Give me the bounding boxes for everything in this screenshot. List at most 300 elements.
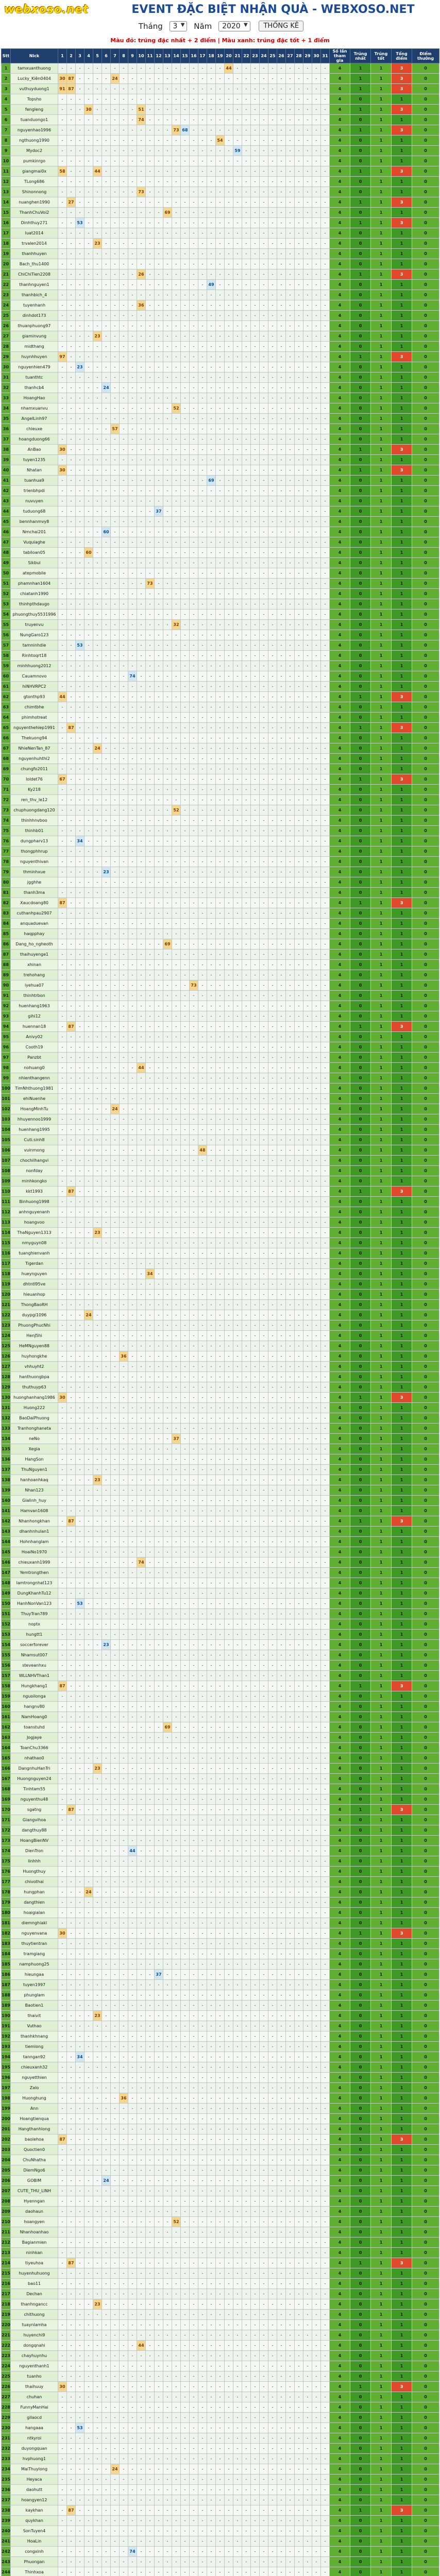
- nick-cell[interactable]: giaminvung: [11, 331, 58, 342]
- nick-cell[interactable]: Nhatan: [11, 465, 58, 476]
- nick-cell[interactable]: thminhxue: [11, 867, 58, 877]
- nick-cell[interactable]: trehohang: [11, 970, 58, 980]
- summary-cell: 0: [350, 651, 371, 661]
- nick-cell[interactable]: thanh3ma: [11, 888, 58, 898]
- nick-cell[interactable]: vhhuyht2: [11, 1362, 58, 1372]
- day-cell: -: [163, 1362, 172, 1372]
- day-cell: -: [303, 1197, 312, 1207]
- nick-cell[interactable]: dinhdot173: [11, 311, 58, 321]
- nick-cell[interactable]: huynhhuyen: [11, 352, 58, 362]
- nick-cell[interactable]: Thekuong94: [11, 733, 58, 743]
- table-row: [2, 476, 439, 486]
- nick-cell[interactable]: hiNHVRPC2: [11, 682, 58, 692]
- day-cell: -: [295, 321, 303, 331]
- day-cell: -: [155, 290, 163, 300]
- nick-cell[interactable]: ThanhChuVoi2: [11, 208, 58, 218]
- nick-cell[interactable]: Ky218: [11, 785, 58, 795]
- day-cell: -: [93, 857, 102, 867]
- nick-cell[interactable]: thaihuyenge1: [11, 950, 58, 960]
- nick-cell[interactable]: Nmchai201: [11, 527, 58, 537]
- nick-cell[interactable]: duypgi1096: [11, 1310, 58, 1320]
- nick-cell[interactable]: tuyen1235: [11, 455, 58, 465]
- nick-cell[interactable]: luat2014: [11, 228, 58, 239]
- nick-cell[interactable]: minhkongko: [11, 1176, 58, 1187]
- day-cell: -: [277, 764, 286, 774]
- day-cell: -: [190, 1042, 198, 1053]
- nick-cell[interactable]: nguyenhao1996: [11, 125, 58, 135]
- day-cell: -: [321, 1187, 330, 1197]
- day-cell: -: [268, 682, 277, 692]
- nick-cell[interactable]: midthang: [11, 342, 58, 352]
- nick-cell[interactable]: minhhuong2012: [11, 661, 58, 671]
- stats-submit-button[interactable]: THỐNG KÊ: [259, 21, 303, 31]
- summary-cell: 0: [412, 311, 439, 321]
- nick-cell[interactable]: dungpharv13: [11, 836, 58, 846]
- day-cell: -: [207, 1063, 216, 1073]
- nick-cell[interactable]: nhamxuanvu: [11, 403, 58, 414]
- nick-cell[interactable]: hieuanhop: [11, 1290, 58, 1300]
- nick-cell[interactable]: thanhcb4: [11, 383, 58, 393]
- day-cell: -: [137, 671, 146, 682]
- nick-cell[interactable]: TLong686: [11, 177, 58, 187]
- nick-cell[interactable]: Tigerdan: [11, 1259, 58, 1269]
- day-cell: -: [84, 1290, 93, 1300]
- day-cell: -: [84, 218, 93, 228]
- nick-cell[interactable]: chiatanh1990: [11, 589, 58, 599]
- day-cell: -: [76, 414, 84, 424]
- nick-cell[interactable]: ChiChiTien2208: [11, 269, 58, 280]
- day-cell: -: [128, 187, 137, 197]
- day-cell: -: [102, 579, 111, 589]
- nick-cell[interactable]: thanhnguyen1: [11, 280, 58, 290]
- nick-cell[interactable]: Mydoc2: [11, 146, 58, 156]
- nick-cell[interactable]: Panzbt: [11, 1053, 58, 1063]
- row-index: 98: [2, 1063, 11, 1073]
- nick-cell[interactable]: phamnhan1604: [11, 579, 58, 589]
- day-cell: -: [295, 558, 303, 568]
- nick-cell[interactable]: trienbhpdi: [11, 486, 58, 496]
- nick-cell[interactable]: Rinhtoqrt18: [11, 651, 58, 661]
- table-row: [2, 331, 439, 342]
- nick-cell[interactable]: thongphhrup: [11, 846, 58, 857]
- day-cell: -: [146, 506, 155, 517]
- nick-cell[interactable]: jgghhe: [11, 877, 58, 888]
- summary-cell: 4: [330, 321, 350, 331]
- day-cell: -: [84, 1351, 93, 1362]
- nick-cell[interactable]: nuvuyen: [11, 496, 58, 506]
- nick-cell[interactable]: thinhhnvboo: [11, 816, 58, 826]
- nick-cell[interactable]: vuthuyduong1: [11, 84, 58, 94]
- day-cell: -: [102, 125, 111, 135]
- nick-cell[interactable]: loldet76: [11, 774, 58, 785]
- nick-cell[interactable]: gtonthp93: [11, 692, 58, 702]
- nick-cell[interactable]: TimNhthuong1981: [11, 1083, 58, 1094]
- nick-cell[interactable]: nmyguyn08: [11, 1238, 58, 1248]
- nick-cell[interactable]: hueynguyen: [11, 1269, 58, 1279]
- nick-cell[interactable]: thinhpthdaugo: [11, 599, 58, 609]
- table-row: [2, 568, 439, 579]
- nick-cell[interactable]: chuphuongdang120: [11, 805, 58, 816]
- day-cell: -: [233, 826, 242, 836]
- day-cell: -: [277, 455, 286, 465]
- nick-cell[interactable]: Binhuong1998: [11, 1197, 58, 1207]
- day-cell: -: [146, 723, 155, 733]
- day-cell: -: [312, 1166, 321, 1176]
- day-cell: -: [128, 836, 137, 846]
- day-cell: -: [172, 1104, 181, 1114]
- day-cell: -: [93, 1310, 102, 1320]
- day-cell: -: [67, 568, 76, 579]
- day-cell: -: [303, 94, 312, 105]
- day-cell: -: [163, 1310, 172, 1320]
- day-cell: -: [260, 259, 268, 269]
- summary-cell: 1: [392, 980, 412, 991]
- nick-cell[interactable]: HoangMinhTu: [11, 1104, 58, 1114]
- nick-cell[interactable]: Xaucdoang80: [11, 898, 58, 908]
- day-cell: -: [181, 888, 190, 898]
- summary-cell: 0: [412, 1320, 439, 1331]
- summary-cell: 1: [392, 1310, 412, 1320]
- col-header-day: 4: [84, 49, 93, 63]
- day-cell: -: [225, 774, 233, 785]
- summary-cell: 1: [392, 733, 412, 743]
- nick-cell[interactable]: Dinhthuy271: [11, 218, 58, 228]
- nick-cell[interactable]: trvalen2014: [11, 239, 58, 249]
- day-cell: -: [111, 816, 120, 826]
- nick-cell[interactable]: ren_thv_le12: [11, 795, 58, 805]
- nick-cell[interactable]: tuanhua9: [11, 476, 58, 486]
- summary-cell: 0: [412, 816, 439, 826]
- nick-cell[interactable]: huennan18: [11, 1022, 58, 1032]
- day-cell: -: [137, 1279, 146, 1290]
- nick-cell[interactable]: ngthuong1990: [11, 135, 58, 146]
- day-cell: -: [225, 1032, 233, 1042]
- day-cell: -: [321, 805, 330, 816]
- nick-cell[interactable]: chimtbhe: [11, 702, 58, 713]
- nick-cell[interactable]: AngelLinh97: [11, 414, 58, 424]
- day-cell: -: [242, 105, 251, 115]
- nick-cell[interactable]: hhuyennoo1999: [11, 1114, 58, 1125]
- day-cell: -: [190, 877, 198, 888]
- summary-cell: 1: [371, 280, 392, 290]
- nick-cell[interactable]: PhuongPhucNhi: [11, 1320, 58, 1331]
- day-cell: -: [155, 239, 163, 249]
- nick-cell[interactable]: kkt1993: [11, 1187, 58, 1197]
- row-index: 32: [2, 383, 11, 393]
- summary-cell: 1: [371, 609, 392, 620]
- day-cell: -: [190, 1300, 198, 1310]
- day-cell: -: [146, 208, 155, 218]
- day-cell: -: [163, 702, 172, 713]
- nick-cell[interactable]: Vuquiaghe: [11, 537, 58, 548]
- summary-cell: 0: [412, 1104, 439, 1114]
- nick-cell[interactable]: huenhang1963: [11, 1001, 58, 1011]
- day-cell: -: [146, 826, 155, 836]
- nick-cell[interactable]: thinhtrbon: [11, 991, 58, 1001]
- day-cell: -: [303, 1269, 312, 1279]
- day-cell: -: [84, 857, 93, 867]
- day-cell: -: [260, 661, 268, 671]
- day-cell: -: [260, 733, 268, 743]
- nick-cell[interactable]: thinhb01: [11, 826, 58, 836]
- day-cell: -: [233, 1022, 242, 1032]
- nick-cell[interactable]: phimhotreat: [11, 713, 58, 723]
- day-cell: -: [268, 960, 277, 970]
- day-cell: -: [190, 218, 198, 228]
- nick-cell[interactable]: nohuang0: [11, 1063, 58, 1073]
- day-cell: -: [155, 774, 163, 785]
- nick-cell[interactable]: truyenvu: [11, 620, 58, 630]
- day-cell: -: [181, 1310, 190, 1320]
- day-cell: -: [207, 1197, 216, 1207]
- day-cell: -: [242, 774, 251, 785]
- nick-cell[interactable]: AnBao: [11, 445, 58, 455]
- day-cell: -: [312, 558, 321, 568]
- nick-cell[interactable]: nguyenthehiep1991: [11, 723, 58, 733]
- day-cell: -: [198, 1053, 207, 1063]
- day-cell: -: [225, 1063, 233, 1073]
- day-cell: -: [67, 764, 76, 774]
- nick-cell[interactable]: chungfo2011: [11, 764, 58, 774]
- year-select[interactable]: 2020 ▼: [218, 21, 250, 31]
- nick-cell[interactable]: chieuxe: [11, 424, 58, 434]
- day-cell: -: [312, 125, 321, 135]
- nick-cell[interactable]: nguyenthivan: [11, 857, 58, 867]
- day-cell: -: [172, 774, 181, 785]
- day-cell: -: [225, 692, 233, 702]
- day-cell: -: [233, 1207, 242, 1217]
- day-cell: -: [128, 434, 137, 445]
- day-cell: -: [251, 671, 260, 682]
- nick-cell[interactable]: Cuti.sinh8: [11, 1135, 58, 1145]
- day-cell: -: [277, 682, 286, 692]
- nick-cell[interactable]: HeMNguyen88: [11, 1341, 58, 1351]
- day-cell: -: [260, 434, 268, 445]
- day-cell: -: [198, 671, 207, 682]
- day-cell: -: [67, 908, 76, 919]
- summary-cell: 0: [412, 1073, 439, 1083]
- nick-cell[interactable]: NhieNenTan_87: [11, 743, 58, 754]
- nick-cell[interactable]: haqpphay: [11, 929, 58, 939]
- summary-cell: 0: [412, 362, 439, 372]
- day-cell: -: [268, 486, 277, 496]
- nick-cell[interactable]: Anivy02: [11, 1032, 58, 1042]
- day-cell: -: [128, 764, 137, 774]
- day-cell: -: [76, 1156, 84, 1166]
- day-cell: -: [295, 506, 303, 517]
- summary-cell: 1: [371, 321, 392, 331]
- summary-cell: 1: [371, 713, 392, 723]
- summary-cell: 0: [412, 300, 439, 311]
- day-cell: -: [58, 1104, 67, 1114]
- nick-cell[interactable]: dhtntl95ve: [11, 1279, 58, 1290]
- summary-cell: 4: [330, 661, 350, 671]
- nick-cell[interactable]: nguyenhien479: [11, 362, 58, 372]
- day-cell: -: [242, 74, 251, 84]
- day-cell: -: [190, 919, 198, 929]
- nick-cell[interactable]: tamninhdie: [11, 640, 58, 651]
- day-cell: -: [155, 424, 163, 434]
- nick-cell[interactable]: ThaNguyen1313: [11, 1228, 58, 1238]
- day-cell: -: [198, 455, 207, 465]
- day-cell: -: [321, 568, 330, 579]
- nick-cell[interactable]: nonfday: [11, 1166, 58, 1176]
- day-cell: -: [155, 208, 163, 218]
- day-cell: -: [303, 651, 312, 661]
- day-cell: -: [137, 352, 146, 362]
- day-cell: -: [312, 527, 321, 537]
- day-cell: -: [190, 1135, 198, 1145]
- nick-cell[interactable]: cuthanhpau2907: [11, 908, 58, 919]
- day-cell: -: [181, 465, 190, 476]
- day-cell: -: [84, 1104, 93, 1114]
- day-cell: -: [137, 1166, 146, 1176]
- nick-cell[interactable]: NungGaro123: [11, 630, 58, 640]
- day-cell: -: [84, 558, 93, 568]
- nick-cell[interactable]: huenhang1995: [11, 1125, 58, 1135]
- nick-cell[interactable]: tuduong68: [11, 506, 58, 517]
- day-cell: -: [137, 527, 146, 537]
- nick-cell[interactable]: bennhanmvy8: [11, 517, 58, 527]
- nick-cell[interactable]: chochilhangvi: [11, 1156, 58, 1166]
- table-row: [2, 1145, 439, 1156]
- day-cell: -: [58, 682, 67, 692]
- day-cell: -: [76, 1269, 84, 1279]
- month-select[interactable]: 3 ▼: [170, 21, 188, 31]
- nick-cell[interactable]: HenJ5hi: [11, 1331, 58, 1341]
- summary-cell: 0: [412, 867, 439, 877]
- nick-cell[interactable]: gihi12: [11, 1011, 58, 1022]
- nick-cell[interactable]: xhinan: [11, 960, 58, 970]
- day-cell: -: [172, 115, 181, 125]
- day-cell: -: [111, 1341, 120, 1351]
- nick-cell[interactable]: thuanphuong97: [11, 321, 58, 331]
- nick-cell[interactable]: pumkinrgo: [11, 156, 58, 166]
- day-cell: -: [321, 74, 330, 84]
- day-cell: -: [84, 177, 93, 187]
- day-cell: -: [190, 1094, 198, 1104]
- day-cell: -: [207, 558, 216, 568]
- day-cell: -: [163, 970, 172, 980]
- nick-cell[interactable]: hoangvoo: [11, 1217, 58, 1228]
- nick-cell[interactable]: thanhhuyen: [11, 249, 58, 259]
- day-cell: -: [137, 177, 146, 187]
- day-cell: -: [146, 733, 155, 743]
- site-logo[interactable]: webxoso.net: [4, 3, 89, 16]
- day-cell: -: [233, 589, 242, 599]
- nick-cell[interactable]: huyhongkhe: [11, 1351, 58, 1362]
- summary-cell: 0: [350, 816, 371, 826]
- summary-cell: 0: [412, 84, 439, 94]
- day-cell: -: [198, 774, 207, 785]
- day-cell: -: [93, 702, 102, 713]
- day-cell: -: [277, 1145, 286, 1156]
- nick-cell[interactable]: Dang_ho_ngheoth: [11, 939, 58, 950]
- nick-cell[interactable]: Bach_thu1400: [11, 259, 58, 269]
- day-cell: -: [251, 383, 260, 393]
- nick-cell[interactable]: anquaduevan: [11, 919, 58, 929]
- day-cell: -: [84, 362, 93, 372]
- day-cell: -: [102, 1238, 111, 1248]
- day-cell: -: [295, 280, 303, 290]
- nick-cell[interactable]: ThongBaoRH: [11, 1300, 58, 1310]
- day-cell: -: [172, 362, 181, 372]
- day-cell: -: [181, 177, 190, 187]
- nick-cell[interactable]: Shinonnong: [11, 187, 58, 197]
- day-cell: -: [251, 1197, 260, 1207]
- day-cell: -: [120, 228, 128, 239]
- nick-cell[interactable]: thanhbich_4: [11, 290, 58, 300]
- nick-cell[interactable]: tuanduongo1: [11, 115, 58, 125]
- day-cell: -: [84, 187, 93, 197]
- nick-cell[interactable]: tabiloan05: [11, 548, 58, 558]
- row-index: 24: [2, 300, 11, 311]
- nick-cell[interactable]: nhienthangenn: [11, 1073, 58, 1083]
- day-cell: -: [295, 1217, 303, 1228]
- day-cell: -: [260, 785, 268, 795]
- nick-cell[interactable]: nuanghen1990: [11, 197, 58, 208]
- day-cell: -: [277, 816, 286, 826]
- day-cell: -: [84, 723, 93, 733]
- nick-cell[interactable]: iyehua07: [11, 980, 58, 991]
- day-cell: -: [268, 692, 277, 702]
- nick-cell[interactable]: Sikbui: [11, 558, 58, 568]
- nick-cell[interactable]: hoangduong66: [11, 434, 58, 445]
- nick-cell[interactable]: tuanghienvanh: [11, 1248, 58, 1259]
- day-cell: -: [163, 177, 172, 187]
- nick-cell[interactable]: tuanthtc: [11, 372, 58, 383]
- day-cell: -: [181, 506, 190, 517]
- nick-cell[interactable]: fengleng: [11, 105, 58, 115]
- summary-cell: 4: [330, 1331, 350, 1341]
- summary-cell: 0: [412, 218, 439, 228]
- nick-cell[interactable]: anhnguyenanh: [11, 1207, 58, 1217]
- day-cell: -: [128, 486, 137, 496]
- summary-cell: 4: [330, 1187, 350, 1197]
- day-cell: -: [84, 754, 93, 764]
- day-cell: -: [190, 63, 198, 74]
- nick-cell[interactable]: phuongthuy5531996: [11, 609, 58, 620]
- nick-cell[interactable]: Cooth19: [11, 1042, 58, 1053]
- day-cell: -: [242, 465, 251, 476]
- nick-cell[interactable]: Lucky_Kiên0404: [11, 74, 58, 84]
- day-cell: -: [268, 208, 277, 218]
- day-cell: -: [163, 1176, 172, 1187]
- nick-cell[interactable]: nguyenhuhthi2: [11, 754, 58, 764]
- day-cell: -: [242, 1217, 251, 1228]
- day-cell: -: [181, 1176, 190, 1187]
- day-cell: -: [58, 548, 67, 558]
- nick-cell[interactable]: tamxuanthuong: [11, 63, 58, 74]
- nick-cell[interactable]: atepmobile: [11, 568, 58, 579]
- summary-cell: 4: [330, 434, 350, 445]
- day-cell: -: [190, 620, 198, 630]
- nick-cell[interactable]: Cauamnovo: [11, 671, 58, 682]
- day-cell: -: [146, 527, 155, 537]
- nick-cell[interactable]: ehiNuenhe: [11, 1094, 58, 1104]
- day-cell: -: [303, 785, 312, 795]
- nick-cell[interactable]: giangmai0x: [11, 166, 58, 177]
- day-cell: -: [155, 228, 163, 239]
- day-cell: -: [312, 692, 321, 702]
- day-cell: -: [163, 1145, 172, 1156]
- day-cell: -: [286, 177, 295, 187]
- nick-cell[interactable]: Topsho: [11, 94, 58, 105]
- summary-cell: 0: [350, 496, 371, 506]
- nick-cell[interactable]: tuyenhanh: [11, 300, 58, 311]
- nick-cell[interactable]: HoangHao: [11, 393, 58, 403]
- nick-cell[interactable]: vuinmong: [11, 1145, 58, 1156]
